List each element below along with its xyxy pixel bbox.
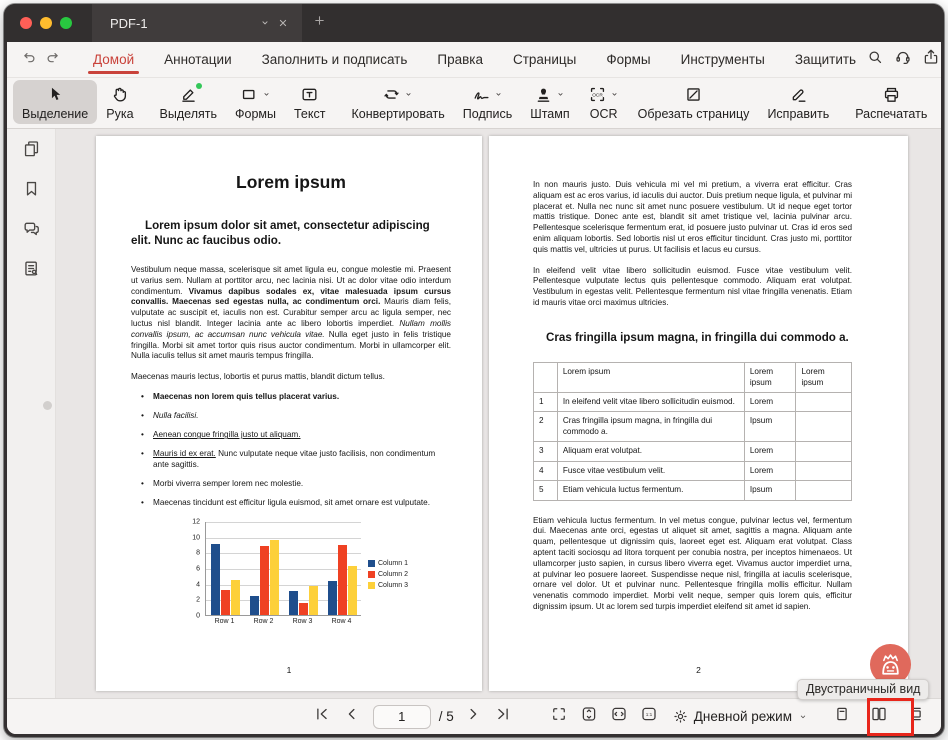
table-row — [534, 442, 852, 461]
text-run: Nulla eget justo in felis tristique fringilla. Morbi sit amet tortor quis risus auctor condimentum. Morbi in ullamcorper elit. Nulla iaculis tellus sit amet mauris tempus fringilla. — [131, 329, 451, 361]
convert-button[interactable] — [342, 80, 453, 124]
table-cell: 2 — [534, 412, 558, 442]
highlight-button[interactable] — [151, 80, 226, 124]
share-button[interactable] — [922, 47, 940, 73]
first-page-button[interactable] — [309, 704, 335, 730]
chart-xtick-label: Row 4 — [331, 618, 352, 625]
chevron-down-icon — [403, 89, 414, 100]
doc-bullet-item — [131, 449, 451, 470]
tab-chevron-down-icon[interactable] — [256, 14, 274, 32]
status-bar — [7, 698, 941, 734]
table-header-row — [534, 363, 852, 393]
toolbar-button-label: Рука — [106, 107, 134, 121]
menu-tab-pages[interactable]: Страницы — [512, 52, 577, 67]
table-row — [534, 461, 852, 480]
chart-bar — [231, 580, 240, 615]
document-view — [56, 129, 941, 698]
chart-xtick-label: Row 2 — [253, 618, 274, 625]
doc-paragraph: In eleifend velit vitae libero sollicitudin euismod. Fusce vitae vestibulum velit. Pellentesque vulputate lectus quis pellentesque commodo. Aliquam erat volutpat. Vestibulum in egestas velit. Pellentesque fermentum nisl vitae fringilla venenatis. Etiam id mauris vitae orci maximus ultricies. — [533, 265, 852, 307]
sidebar-drag-handle[interactable] — [43, 401, 52, 410]
tooltip: Двустраничный вид — [797, 679, 929, 700]
print-icon — [882, 85, 901, 104]
select-button[interactable] — [13, 80, 97, 124]
new-badge-dot — [196, 83, 202, 89]
sidebar-comments-button[interactable] — [17, 217, 45, 245]
crop-icon — [684, 85, 703, 104]
menu-tab-list — [93, 42, 856, 77]
single-page-icon — [833, 705, 851, 728]
menu-tab-fill-sign[interactable]: Заполнить и подписать — [261, 52, 408, 67]
toolbar — [7, 78, 941, 129]
table-cell: 1 — [534, 393, 558, 412]
doc-table — [533, 362, 852, 500]
chevron-down-icon — [555, 89, 566, 100]
doc-bullet-item: • Maecenas non lorem quis tellus placerat varius. — [131, 392, 451, 403]
doc-paragraph: Maecenas mauris lectus, lobortis et purus mattis, blandit dictum tellus. — [131, 372, 385, 382]
toolbar-icon-area — [300, 83, 319, 106]
table-row — [534, 412, 852, 442]
table-cell: In eleifend velit vitae libero sollicitudin euismod. — [557, 393, 744, 412]
menu-tab-tools[interactable]: Инструменты — [680, 52, 765, 67]
menu-tab-annotations[interactable]: Аннотации — [164, 52, 232, 67]
text-box-icon — [300, 85, 319, 104]
new-tab-button[interactable] — [302, 4, 336, 42]
previous-page-button[interactable] — [339, 704, 365, 730]
table-row — [534, 393, 852, 412]
chart-legend-label: Column 2 — [378, 571, 408, 578]
text-run: Nullam mollis convallis ipsum, ac accumsan nunc vehicula vitae. — [131, 318, 451, 339]
chart-bar — [328, 581, 337, 615]
tab-close-icon[interactable] — [274, 14, 292, 32]
chart-ytick-label: 4 — [196, 581, 200, 589]
toolbar-icon-area — [46, 83, 65, 106]
first-page-icon — [313, 705, 331, 728]
menu-tab-protect[interactable]: Защитить — [794, 52, 857, 67]
table-cell: 5 — [534, 481, 558, 500]
sidebar-bookmarks-button[interactable] — [17, 177, 45, 205]
convert-icon — [382, 85, 401, 104]
day-mode-selector[interactable] — [672, 708, 809, 725]
redo-icon — [44, 49, 61, 71]
menu-tab-forms[interactable]: Формы — [606, 52, 651, 67]
redact-icon — [789, 85, 808, 104]
thumbnails-icon — [22, 139, 41, 163]
chart-plot-area — [205, 522, 361, 616]
doc-title: Lorem ipsum — [236, 172, 346, 192]
chevron-down-icon — [797, 711, 809, 723]
toolbar-button-label: OCR — [589, 107, 618, 121]
toolbar-icon-area — [534, 83, 566, 106]
chevron-right-icon — [464, 705, 482, 728]
chart-legend-swatch — [368, 571, 375, 578]
chart-legend — [368, 560, 408, 593]
doc-bullet-list — [131, 392, 451, 509]
close-window-button[interactable] — [20, 17, 32, 29]
document-tab[interactable] — [92, 4, 302, 42]
chevron-down-icon — [261, 89, 272, 100]
chart-bar — [289, 591, 298, 615]
comments-icon — [22, 219, 41, 243]
toolbar-button-label: Формы — [235, 107, 276, 121]
highlight-rectangle — [867, 698, 914, 736]
text-run: Mauris diam felis, vulputate ac suscipit et, iaculis non est. Curabitur semper arcu ac ligula semper, nec luctus nisl blandit. Integer lacinia ante ac libero lobortis imperdiet. — [131, 297, 451, 328]
chevron-down-icon — [609, 89, 620, 100]
fit-height-button[interactable] — [576, 704, 602, 730]
fit-width-button[interactable] — [606, 704, 632, 730]
chart-gridline — [206, 522, 361, 523]
pdf-page-1[interactable] — [96, 136, 482, 691]
highlighter-icon — [179, 85, 198, 104]
search-button[interactable] — [866, 47, 884, 73]
page-number: 2 — [696, 665, 701, 675]
toolbar-button-label: Распечатать — [855, 107, 928, 121]
toolbar-button-label: Обрезать страницу — [637, 107, 750, 121]
chart-legend-label: Column 3 — [378, 582, 408, 589]
ocr-icon — [588, 85, 607, 104]
window-body — [7, 42, 941, 734]
toolbar-button-label: Штамп — [530, 107, 570, 121]
shapes-button[interactable] — [226, 80, 285, 124]
toolbar-icon-area — [179, 83, 198, 106]
table-cell: Cras fringilla ipsum magna, in fringilla dui commodo a. — [557, 412, 744, 442]
undo-icon — [21, 49, 38, 71]
table-cell: Ipsum — [744, 481, 796, 500]
svg-text:OCR: OCR — [591, 93, 603, 99]
traffic-lights — [20, 17, 72, 29]
toolbar-icon-area — [110, 83, 129, 106]
support-button[interactable] — [894, 47, 912, 73]
crop-page-button[interactable] — [629, 80, 759, 124]
doc-paragraph: In non mauris justo. Duis vehicula mi vel mi pretium, a viverra erat efficitur. Cras aliquam est ac eros varius, id iaculis dui auctor. Duis pretium neque ligula, et pulvinar mi placerat et. Nulla nec nunc sit amet nunc posuere vestibulum. Ut id neque eget tortor mattis tristique. Donec ante est, blandit sit amet tristique vel, lacinia pulvinar arcu. Pellentesque scelerisque fermentum erat, id posuere justo pulvinar ut. Cras id eros sed enim aliquam lobortis. Sed lobortis nisl ut eros efficitur tincidunt. Cras justo mi, porttitor quis mattis vel, ultricies ut purus. Ut facilisis et lacus eu cursus. — [533, 180, 853, 254]
undo-button[interactable] — [21, 48, 38, 72]
signature-button[interactable] — [454, 80, 521, 124]
toolbar-icon-area — [588, 83, 620, 106]
table-cell: 4 — [534, 461, 558, 480]
doc-search-icon — [22, 259, 41, 283]
toolbar-icon-area — [789, 83, 808, 106]
doc-bullet-item: • Morbi viverra semper lorem nec molestie. — [131, 479, 451, 490]
text-button[interactable] — [285, 80, 334, 124]
toolbar-icon-area — [382, 83, 414, 106]
bar-chart — [181, 514, 409, 646]
chart-bar — [221, 590, 230, 615]
bookmark-icon — [22, 179, 41, 203]
table-row — [534, 481, 852, 500]
signature-icon — [472, 85, 491, 104]
table-cell — [796, 461, 852, 480]
one-to-one-icon — [640, 705, 658, 728]
last-page-icon — [494, 705, 512, 728]
fit-page-button[interactable] — [546, 704, 572, 730]
redo-button[interactable] — [44, 48, 61, 72]
table-header-cell — [534, 363, 558, 393]
next-page-button[interactable] — [460, 704, 486, 730]
toolbar-group — [846, 80, 936, 124]
text-run: Nunc vulputate neque vitae justo facilisis, non condimentum ante sagittis. — [153, 449, 436, 469]
doc-heading: Cras fringilla ipsum magna, in fringilla dui commodo a. — [546, 330, 849, 344]
toolbar-button-label: Текст — [294, 107, 326, 121]
chart-legend-swatch — [368, 582, 375, 589]
chart-legend-item — [368, 571, 408, 578]
menu-bar — [7, 42, 941, 78]
doc-subtitle: Lorem ipsum dolor sit amet, consectetur adipiscing elit. Nunc ac faucibus odio. — [131, 219, 430, 247]
hand-icon — [110, 85, 129, 104]
svg-text:1:1: 1:1 — [645, 713, 653, 719]
menu-tab-home[interactable]: Домой — [93, 42, 134, 77]
chart-bar — [250, 596, 259, 615]
table-cell — [796, 442, 852, 461]
ocr-button[interactable] — [579, 80, 629, 124]
page-total-label: / 5 — [438, 709, 454, 724]
table-cell: Etiam vehicula luctus fermentum. — [557, 481, 744, 500]
toolbar-group — [13, 80, 143, 124]
search-icon — [866, 48, 884, 71]
chart-ytick-label: 6 — [196, 565, 200, 573]
toolbar-icon-area — [684, 83, 703, 106]
sidebar-thumbnails-button[interactable] — [17, 137, 45, 165]
pdf-page-2[interactable] — [489, 136, 908, 691]
toolbar-icon-area — [882, 83, 901, 106]
toolbar-button-label: Конвертировать — [351, 107, 445, 121]
page-number-input[interactable]: 1 — [373, 705, 431, 729]
hand-button[interactable] — [97, 80, 142, 124]
table-header-cell: Lorem ipsum — [557, 363, 744, 393]
table-cell: Ipsum — [744, 412, 796, 442]
fit-width-icon — [610, 705, 628, 728]
chevron-down-icon — [493, 89, 504, 100]
stamp-button[interactable] — [521, 80, 578, 124]
print-button[interactable] — [846, 80, 936, 124]
chart-ytick-label: 10 — [192, 534, 200, 542]
chart-xtick-label: Row 1 — [214, 618, 235, 625]
sun-icon — [672, 708, 689, 725]
chart-ytick-label: 0 — [196, 612, 200, 620]
chart-bar — [260, 546, 269, 615]
table-header-cell: Lorem ipsum — [744, 363, 796, 393]
chevron-left-icon — [343, 705, 361, 728]
chart-legend-label: Column 1 — [378, 560, 408, 567]
toolbar-group — [151, 80, 335, 124]
toolbar-button-label: Выделение — [22, 107, 89, 121]
table-cell: Lorem — [744, 461, 796, 480]
text-run: Vivamus dapibus sodales ex, vitae malesuada ipsum cursus convallis. Maecenas sed egestas nulla, ac condimentum orci. — [131, 286, 451, 307]
toolbar-group — [342, 80, 838, 124]
cursor-icon — [46, 85, 65, 104]
day-mode-label: Дневной режим — [693, 709, 792, 724]
stamp-icon — [534, 85, 553, 104]
doc-paragraph — [131, 265, 451, 362]
main-area — [7, 129, 941, 698]
text-run: Mauris id ex erat. — [153, 449, 216, 459]
redact-button[interactable] — [758, 80, 838, 124]
toolbar-icon-area — [472, 83, 504, 106]
actual-size-button[interactable] — [636, 704, 662, 730]
toolbar-icon-area — [240, 83, 272, 106]
table-cell: 3 — [534, 442, 558, 461]
chart-gridline — [206, 538, 361, 539]
toolbar-button-label: Выделять — [159, 107, 217, 121]
chart-legend-swatch — [368, 560, 375, 567]
app-window — [4, 4, 944, 737]
doc-bullet-item: • Nulla facilisi. — [131, 411, 451, 422]
chart-xtick-label: Row 3 — [292, 618, 313, 625]
table-cell: Lorem — [744, 393, 796, 412]
plus-icon — [312, 13, 327, 33]
table-cell — [796, 412, 852, 442]
chart-ytick-label: 8 — [196, 549, 200, 557]
table-cell: Fusce vitae vestibulum velit. — [557, 461, 744, 480]
doc-bullet-item: • Maecenas tincidunt est efficitur ligula euismod, sit amet ornare est vulputate. — [131, 498, 451, 509]
chart-legend-item — [368, 560, 408, 567]
shapes-icon — [240, 85, 259, 104]
menu-tab-edit[interactable]: Правка — [437, 52, 483, 67]
chart-ytick-label: 12 — [192, 518, 200, 526]
table-header-cell: Lorem ipsum — [796, 363, 852, 393]
sidebar-annotation-summary-button[interactable] — [17, 257, 45, 285]
document-tab-title: PDF-1 — [110, 15, 148, 31]
toolbar-button-label: Исправить — [767, 107, 830, 121]
left-sidebar — [7, 129, 56, 698]
toolbar-button-label: Подпись — [462, 107, 513, 121]
chart-bar — [299, 603, 308, 615]
fit-height-icon — [580, 705, 598, 728]
chart-bar — [348, 566, 357, 615]
single-page-view-button[interactable] — [827, 703, 857, 731]
last-page-button[interactable] — [490, 704, 516, 730]
chart-ytick-label: 2 — [196, 596, 200, 604]
share-icon — [922, 48, 940, 71]
page-number: 1 — [286, 665, 292, 675]
title-bar — [4, 4, 944, 42]
table-cell — [796, 393, 852, 412]
text-run: Vestibulum neque massa, scelerisque sit amet ligula eu, congue molestie mi. Praesent ut varius sem. Nullam at porttitor arcu, nec lacinia nisi. Ut ac dolor vitae odio interdum condimentum. — [131, 265, 451, 296]
chart-bar — [338, 545, 347, 616]
table-cell — [796, 481, 852, 500]
fit-page-icon — [550, 705, 568, 728]
zoom-window-button[interactable] — [60, 17, 72, 29]
minimize-window-button[interactable] — [40, 17, 52, 29]
headset-icon — [894, 48, 912, 71]
chart-bar — [270, 540, 279, 615]
doc-bullet-item: • Aenean congue fringilla justo ut aliquam. — [131, 430, 451, 441]
doc-paragraph: Etiam vehicula luctus fermentum. In vel metus congue, pulvinar lectus vel, fermentum dui. Maecenas ante orci, egestas ut aliquet sit amet, sagittis a magna. Aliquam ante quam, pellentesque ut dignissim quis, laoreet eget est. Aliquam erat volutpat. Class aptent taciti sociosqu ad litora torquent per conubia nostra, per inceptos himenaeos. Ut ullamcorper justo sapien, in cursus libero viverra eget. Vivamus auctor imperdiet urna, at pulvinar leo posuere laoreet. Suspendisse neque nisl, fringilla at iaculis scelerisque, ornare vel dolor. Ut et pulvinar nunc. Pellentesque fringilla mollis efficitur. Nullam venenatis commodo imperdiet. Morbi velit neque, semper quis lorem quis, efficitur dignissim ipsum. Ut ac lorem sed turpis imperdiet eleifend sit amet id sapien. — [533, 515, 852, 611]
table-cell: Lorem — [744, 442, 796, 461]
table-cell: Aliquam erat volutpat. — [557, 442, 744, 461]
chart-legend-item — [368, 582, 408, 589]
chart-bar — [211, 544, 220, 615]
chart-bar — [309, 586, 318, 615]
